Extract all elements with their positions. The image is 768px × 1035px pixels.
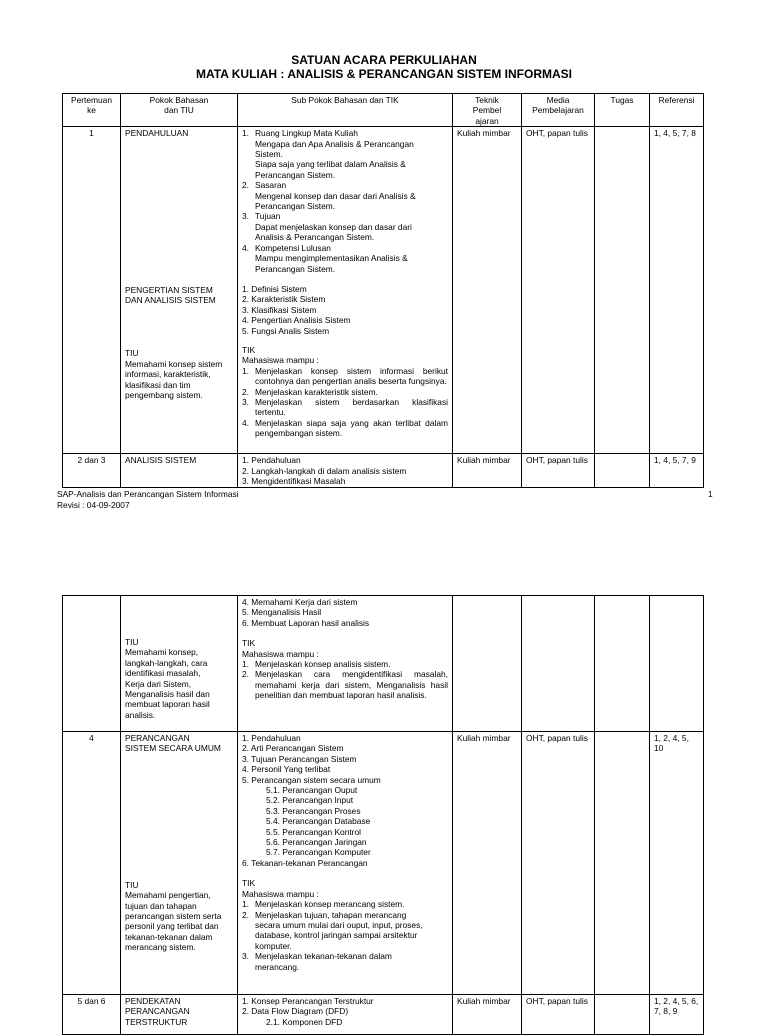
pokok-bahasan-cell: PERANCANGAN SISTEM SECARA UMUM TIU Memahami pengertian, tujuan dan tahapan perancangan sistem serta personil yang terlibat dan tekanan-tekanan dalam merancang sistem. [121, 732, 238, 995]
media-cell: OHT, papan tulis [522, 454, 595, 488]
teknik-cell: Kuliah mimbar [453, 127, 522, 454]
sap-table-page1 [62, 93, 704, 488]
page-number: 1 [708, 489, 713, 499]
tugas-cell [595, 596, 650, 732]
pokok-bahasan-cell: PENDAHULUAN PENGERTIAN SISTEM DAN ANALISIS SISTEM TIU Memahami konsep sistem informasi, karakteristik, klasifikasi dan tim pengembang sistem. [121, 127, 238, 454]
document-subtitle: MATA KULIAH : ANALISIS & PERANCANGAN SISTEM INFORMASI [196, 67, 572, 81]
sub-pokok-cell: 4. Memahami Kerja dari sistem 5. Menganalisis Hasil 6. Membuat Laporan hasil analisis TIK Mahasiswa mampu : 1. Menjelaskan konsep analisis sistem. 2. Menjelaskan cara mengidentifikasi masalah, memahami kerja dari sistem, Menganalisis hasil penelitian dan membuat laporan hasil analisis. [238, 596, 453, 732]
tugas-cell [595, 127, 650, 454]
pertemuan-cell: 2 dan 3 [63, 454, 121, 488]
header-sub-pokok: Sub Pokok Bahasan dan TIK [238, 94, 453, 127]
teknik-cell [453, 596, 522, 732]
sap-table-page2 [62, 595, 704, 1035]
teknik-cell: Kuliah mimbar [453, 732, 522, 995]
pertemuan-cell: 1 [63, 127, 121, 454]
tugas-cell [595, 454, 650, 488]
header-pertemuan: Pertemuan ke [63, 94, 121, 127]
tugas-cell [595, 995, 650, 1035]
sub-pokok-cell: 1. Konsep Perancangan Terstruktur 2. Data Flow Diagram (DFD) 2.1. Komponen DFD [238, 995, 453, 1035]
sub-pokok-cell: 1. Pendahuluan 2. Langkah-langkah di dalam analisis sistem 3. Mengidentifikasi Masalah [238, 454, 453, 488]
footer-revision: Revisi : 04-09-2007 [57, 499, 130, 510]
table-row [63, 127, 704, 454]
pokok-bahasan-cell: TIU Memahami konsep, langkah-langkah, cara identifikasi masalah, Kerja dari Sistem, Menganalisis hasil dan membuat laporan hasil analisis. [121, 596, 238, 732]
header-teknik: Teknik Pembel ajaran [453, 94, 522, 127]
sub-pokok-cell: 1. Ruang Lingkup Mata Kuliah Mengapa dan Apa Analisis & Perancangan Sistem. Siapa saja yang terlibat dalam Analisis & Perancangan Sistem. 2. Sasaran Mengenal konsep dan dasar dari Analisis & Perancangan Sistem. 3. Tujuan Dapat menjelaskan konsep dan dasar dari Analisis & Perancangan Sistem. 4. Kompetensi Lulusan Mampu mengimplementasikan Analisis & Perancangan Sistem. 1. Definisi Sistem 2. Karakteristik Sistem 3. Klasifikasi Sistem 4. Pengertian Analisis Sistem 5. Fungsi Analis Sistem TIK Mahasiswa mampu : 1. Menjelaskan konsep sistem informasi berikut contohnya dan pengertian analis beserta fungsinya. 2. Menjelaskan karakteristik sistem. 3. Menjelaskan sistem berdasarkan klasifikasi tertentu. 4. Menjelaskan siapa saja yang akan terlibat dalam pengembangan sistem. [238, 127, 453, 454]
teknik-cell: Kuliah mimbar [453, 995, 522, 1035]
table-row [63, 732, 704, 995]
page-footer [57, 489, 239, 510]
media-cell: OHT, papan tulis [522, 995, 595, 1035]
pokok-bahasan-cell: ANALISIS SISTEM [121, 454, 238, 488]
pertemuan-cell: 5 dan 6 [63, 995, 121, 1035]
referensi-cell: 1, 4, 5, 7, 8 [650, 127, 704, 454]
referensi-cell: 1, 4, 5, 7, 9 [650, 454, 704, 488]
pertemuan-cell: 4 [63, 732, 121, 995]
pokok-bahasan-cell: PENDEKATAN PERANCANGAN TERSTRUKTUR [121, 995, 238, 1035]
document-title: SATUAN ACARA PERKULIAHAN [291, 53, 477, 67]
header-pokok-bahasan: Pokok Bahasan dan TIU [121, 94, 238, 127]
sub-pokok-cell: 1. Pendahuluan 2. Arti Perancangan Sistem 3. Tujuan Perancangan Sistem 4. Personil Yang terlibat 5. Perancangan sistem secara umum 5.1. Perancangan Ouput 5.2. Perancangan Input 5.3. Perancangan Proses 5.4. Perancangan Database 5.5. Perancangan Kontrol 5.6. Perancangan Jaringan 5.7. Perancangan Komputer 6. Tekanan-tekanan Perancangan TIK Mahasiswa mampu : 1. Menjelaskan konsep merancang sistem. 2. Menjelaskan tujuan, tahapan merancang secara umum mulai dari ouput, input, proses, database, kontrol jaringan sampai arsitektur komputer. 3. Menjelaskan tekanan-tekanan dalam merancang. [238, 732, 453, 995]
header-media: Media Pembelajaran [522, 94, 595, 127]
referensi-cell: 1, 2, 4, 5, 6, 7, 8, 9 [650, 995, 704, 1035]
teknik-cell: Kuliah mimbar [453, 454, 522, 488]
table-row [63, 454, 704, 488]
table-row [63, 995, 704, 1035]
media-cell: OHT, papan tulis [522, 732, 595, 995]
pertemuan-cell [63, 596, 121, 732]
tugas-cell [595, 732, 650, 995]
header-referensi: Referensi [650, 94, 704, 127]
referensi-cell [650, 596, 704, 732]
referensi-cell: 1, 2, 4, 5, 10 [650, 732, 704, 995]
footer-doc-name: SAP-Analisis dan Perancangan Sistem Informasi [57, 489, 239, 499]
table-row [63, 596, 704, 732]
media-cell: OHT, papan tulis [522, 127, 595, 454]
media-cell [522, 596, 595, 732]
header-tugas: Tugas [595, 94, 650, 127]
table-header-row [63, 94, 704, 127]
